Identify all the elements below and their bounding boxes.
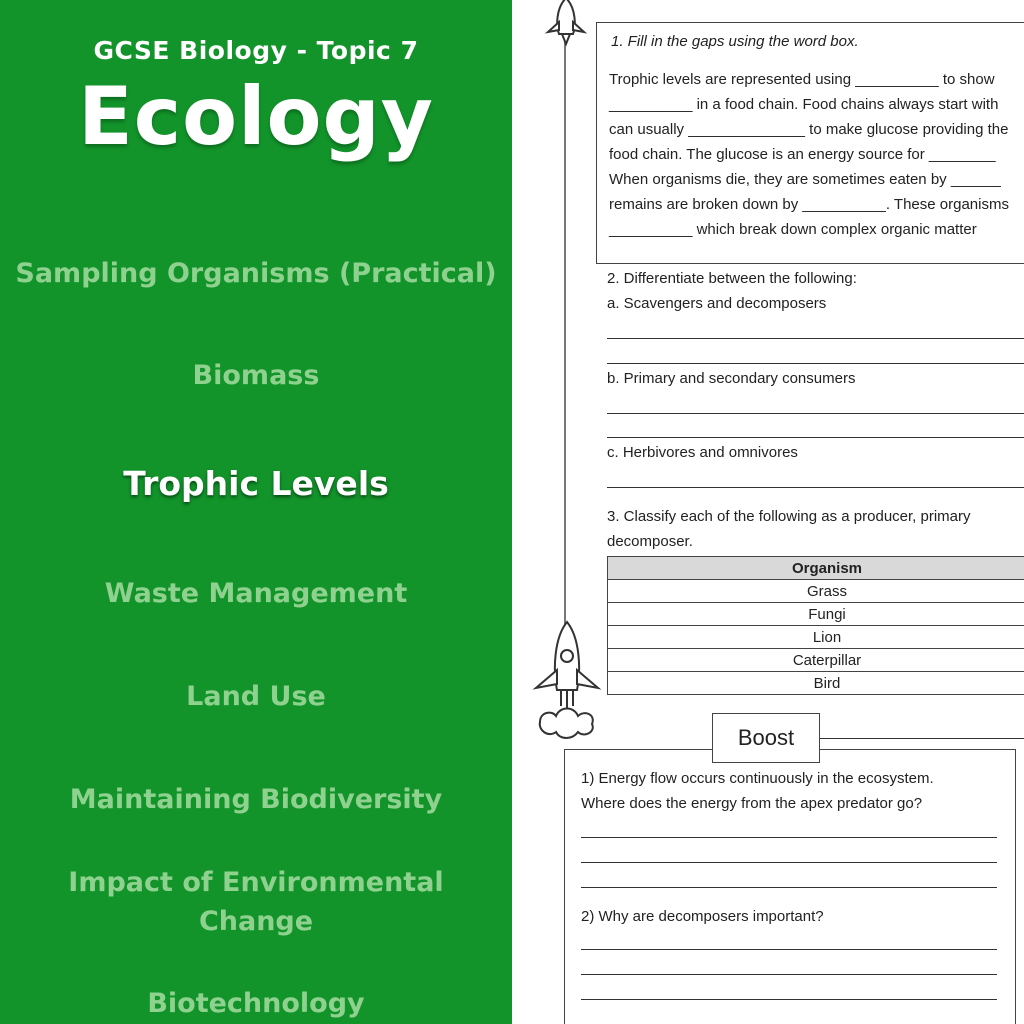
gap-fill-line: food chain. The glucose is an energy source for ________ bbox=[609, 146, 996, 163]
gap-fill-line: When organisms die, they are sometimes eaten by ______ bbox=[609, 171, 1001, 188]
rocket-icon bbox=[530, 618, 604, 742]
boost-divider bbox=[818, 738, 1024, 739]
gap-fill-line: remains are broken down by __________. These organisms bbox=[609, 196, 1009, 213]
gap-fill-line: Trophic levels are represented using __________ to show bbox=[609, 71, 995, 88]
answer-line bbox=[607, 413, 1024, 414]
boost-box bbox=[564, 749, 1016, 1024]
question-1-box bbox=[596, 22, 1024, 264]
answer-line bbox=[581, 974, 997, 975]
topic-environmental-change[interactable]: Impact of Environmental Change bbox=[68, 867, 444, 937]
table-row: Caterpillar bbox=[608, 649, 1024, 672]
topic-trophic-levels[interactable]: Trophic Levels bbox=[123, 464, 389, 503]
topic-biotechnology[interactable]: Biotechnology bbox=[147, 988, 365, 1019]
answer-line bbox=[581, 837, 997, 838]
gap-fill-line: __________ in a food chain. Food chains always start with bbox=[609, 96, 999, 113]
question-1-title: 1. Fill in the gaps using the word box. bbox=[611, 33, 859, 50]
question-3-line2: decomposer. bbox=[607, 533, 693, 550]
table-row: Grass bbox=[608, 580, 1024, 603]
topic-title: Ecology bbox=[78, 70, 434, 163]
topic-maintaining-biodiversity[interactable]: Maintaining Biodiversity bbox=[69, 784, 443, 815]
boost-label: Boost bbox=[712, 713, 820, 763]
progress-line bbox=[564, 40, 566, 640]
question-3-line1: 3. Classify each of the following as a producer, primary bbox=[607, 508, 971, 525]
boost-question-2: 2) Why are decomposers important? bbox=[581, 908, 824, 925]
boost-question-1-line1: 1) Energy flow occurs continuously in the ecosystem. bbox=[581, 770, 934, 787]
table-row: Lion bbox=[608, 626, 1024, 649]
boost-question-1-line2: Where does the energy from the apex predator go? bbox=[581, 795, 923, 812]
gap-fill-line: can usually ______________ to make glucose providing the bbox=[609, 121, 1009, 138]
answer-line bbox=[607, 437, 1024, 438]
organism-table bbox=[607, 556, 1024, 695]
worksheet bbox=[512, 0, 1024, 1024]
question-2a: a. Scavengers and decomposers bbox=[607, 295, 827, 312]
question-2b: b. Primary and secondary consumers bbox=[607, 370, 856, 387]
topic-sampling-organisms[interactable]: Sampling Organisms (Practical) bbox=[15, 258, 497, 289]
gap-fill-line: __________ which break down complex organic matter bbox=[609, 221, 977, 238]
answer-line bbox=[607, 487, 1024, 488]
table-row: Fungi bbox=[608, 603, 1024, 626]
table-header: Organism bbox=[608, 557, 1024, 580]
topic-waste-management[interactable]: Waste Management bbox=[104, 578, 408, 609]
rocket-icon bbox=[538, 0, 594, 48]
answer-line bbox=[581, 949, 997, 950]
answer-line bbox=[607, 363, 1024, 364]
question-2c: c. Herbivores and omnivores bbox=[607, 444, 798, 461]
topic-land-use[interactable]: Land Use bbox=[186, 681, 326, 712]
course-subtitle: GCSE Biology - Topic 7 bbox=[93, 36, 419, 65]
answer-line bbox=[581, 887, 997, 888]
answer-line bbox=[581, 999, 997, 1000]
answer-line bbox=[607, 338, 1024, 339]
question-2-title: 2. Differentiate between the following: bbox=[607, 270, 857, 287]
table-row: Bird bbox=[608, 672, 1024, 695]
answer-line bbox=[581, 862, 997, 863]
topic-biomass[interactable]: Biomass bbox=[192, 360, 320, 391]
